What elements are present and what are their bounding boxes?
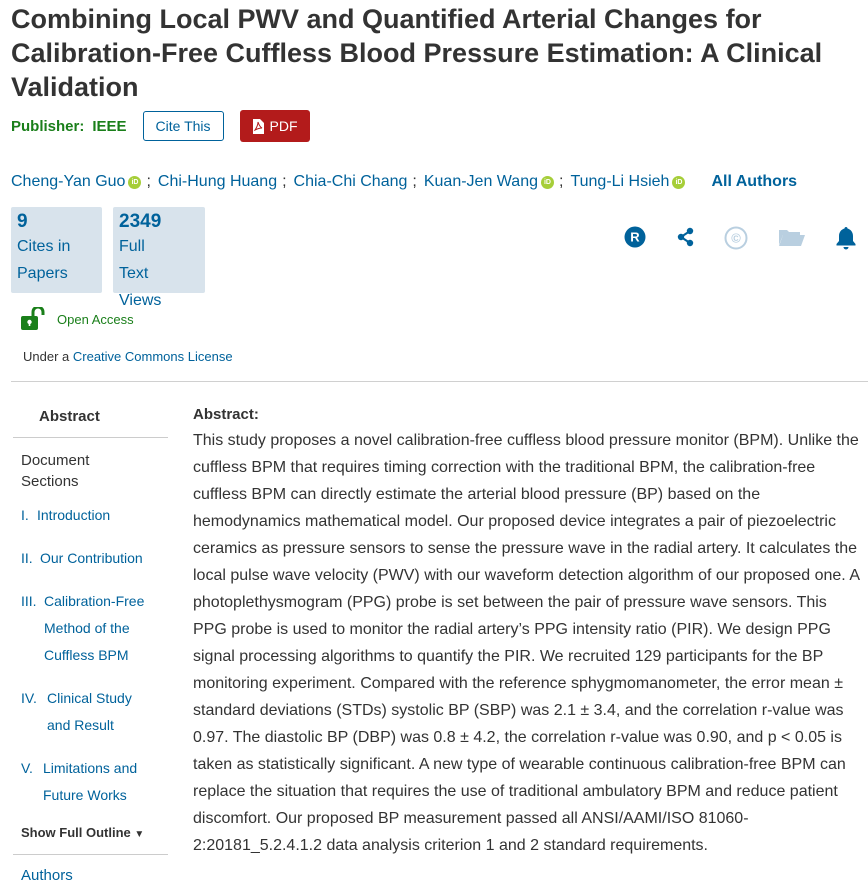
outline-number: V. [21, 760, 33, 776]
sidebar-divider [13, 854, 168, 855]
outline-number: I. [21, 507, 29, 523]
author-separator: ; [282, 173, 287, 190]
open-access-label: Open Access [57, 311, 134, 327]
creative-commons-link[interactable]: Creative Commons License [72, 349, 233, 364]
publisher-name: IEEE [92, 117, 127, 135]
abstract-text: This study proposes a novel calibration-free cuffless blood pressure monitor (BPM). Unlike the cuffless BPM that requires timing correction with the traditional BPM, the calibration-free cuffless BPM can directly estimate the arterial blood pressure (BP) based on the hemodynamics mathematical model. Our proposed device integrates a pair of piezoelectric ceramics as pressure sensors to sense the pressure wave in the radial artery. It calculates the local pulse wave velocity (PWV) with our waveform detection algorithm of our proposed one. A photoplethysmogram (PPG) probe is set between the pair of pressure wave sensors. This PPG probe is used to monitor the radial artery’s PPG intensity ratio (PIR). We design PPG signal processing algorithms to quantify the PIR. We recruited 129 participants for the BP monitoring experiment. Compared with the reference sphygmomanometer, the error mean ± standard deviations (STDs) systolic BP (SBP) was 2.1 ± 3.4, and the correlation r-value was 0.97. The diastolic BP (DBP) was 0.8 ± 4.2, the correlation r-value was 0.90, and p < 0.05 is taken as statistically significant. A new type of wearable continuous calibration-free BPM can replace the situation that requires the use of traditional ambulatory BPM and reduce patient discomfort. Our proposed BP measurement passed all ANSI/AAMI/ISO 81060-2:20181_5.2.4.1.2 data analysis criterion 1 and 2 standard requirements. [193, 432, 860, 854]
cites-count: 9 [17, 211, 28, 232]
show-outline-label: Show Full Outline [21, 825, 131, 840]
pdf-button[interactable] [240, 110, 310, 142]
abstract-section [193, 404, 861, 859]
pdf-icon [252, 119, 264, 134]
rights-glyph: R [630, 229, 640, 245]
open-access-row [20, 307, 134, 331]
cites-label: Cites in Papers [17, 238, 71, 282]
outline-label: Introduction [37, 507, 111, 523]
outline-item-limitations[interactable] [13, 755, 168, 809]
author-link[interactable]: Tung-Li Hsieh [570, 173, 670, 190]
document-sections-heading: Document Sections [21, 452, 90, 490]
folder-icon[interactable] [778, 226, 806, 253]
show-full-outline-button[interactable] [21, 825, 168, 840]
abstract-heading: Abstract: [193, 406, 259, 423]
document-sidebar [13, 397, 168, 884]
copyright-icon[interactable] [724, 226, 748, 255]
author-separator: ; [558, 173, 564, 190]
copyright-glyph: © [731, 230, 741, 246]
author-link[interactable]: Cheng-Yan Guo [11, 173, 126, 190]
author-separator: ; [412, 173, 417, 190]
pdf-label: PDF [269, 118, 298, 134]
caret-down-icon: ▼ [134, 829, 145, 840]
sidebar-authors-link[interactable]: Authors [21, 867, 73, 884]
outline-item-clinical-study[interactable] [13, 685, 168, 739]
outline-item-contribution[interactable] [13, 545, 168, 572]
section-divider [11, 381, 868, 382]
outline-item-method[interactable] [13, 588, 168, 669]
cites-metric[interactable] [11, 207, 102, 293]
rights-icon[interactable] [624, 226, 646, 253]
outline-number: III. [21, 593, 37, 609]
author-link[interactable]: Chia-Chi Chang [293, 173, 408, 190]
cite-this-button[interactable]: Cite This [143, 111, 224, 141]
views-metric[interactable] [113, 207, 205, 309]
all-authors-link[interactable]: All Authors [711, 173, 798, 190]
outline-label: Clinical Study and Result [47, 690, 132, 733]
share-icon[interactable] [676, 226, 696, 253]
outline-label: Our Contribution [40, 550, 143, 566]
license-note [23, 349, 233, 364]
orcid-icon[interactable]: iD [541, 176, 554, 189]
publisher-label: Publisher: [11, 117, 85, 135]
publisher-row [11, 110, 310, 142]
outline-label: Calibration-Free Method of the Cuffless BPM [44, 593, 145, 663]
outline-label: Limitations and Future Works [43, 760, 138, 803]
author-link[interactable]: Chi-Hung Huang [157, 173, 278, 190]
alert-icon[interactable] [835, 226, 857, 255]
outline-item-introduction[interactable] [13, 502, 168, 529]
unlock-icon [20, 307, 47, 331]
section-outline [13, 502, 168, 809]
views-count: 2349 [119, 211, 162, 232]
orcid-icon[interactable]: iD [672, 176, 685, 189]
outline-number: IV. [21, 690, 37, 706]
views-label: Full Text Views [119, 238, 162, 309]
sidebar-abstract-link[interactable]: Abstract [13, 397, 168, 438]
author-link[interactable]: Kuan-Jen Wang [423, 173, 538, 190]
page-title: Combining Local PWV and Quantified Arterial Changes for Calibration-Free Cuffless Blood Pressure Estimation: A Clinical Validation [11, 4, 823, 102]
authors-list [11, 173, 797, 191]
orcid-icon[interactable]: iD [128, 176, 141, 189]
outline-number: II. [21, 550, 33, 566]
license-prefix: Under a [23, 349, 70, 364]
author-separator: ; [146, 173, 151, 190]
